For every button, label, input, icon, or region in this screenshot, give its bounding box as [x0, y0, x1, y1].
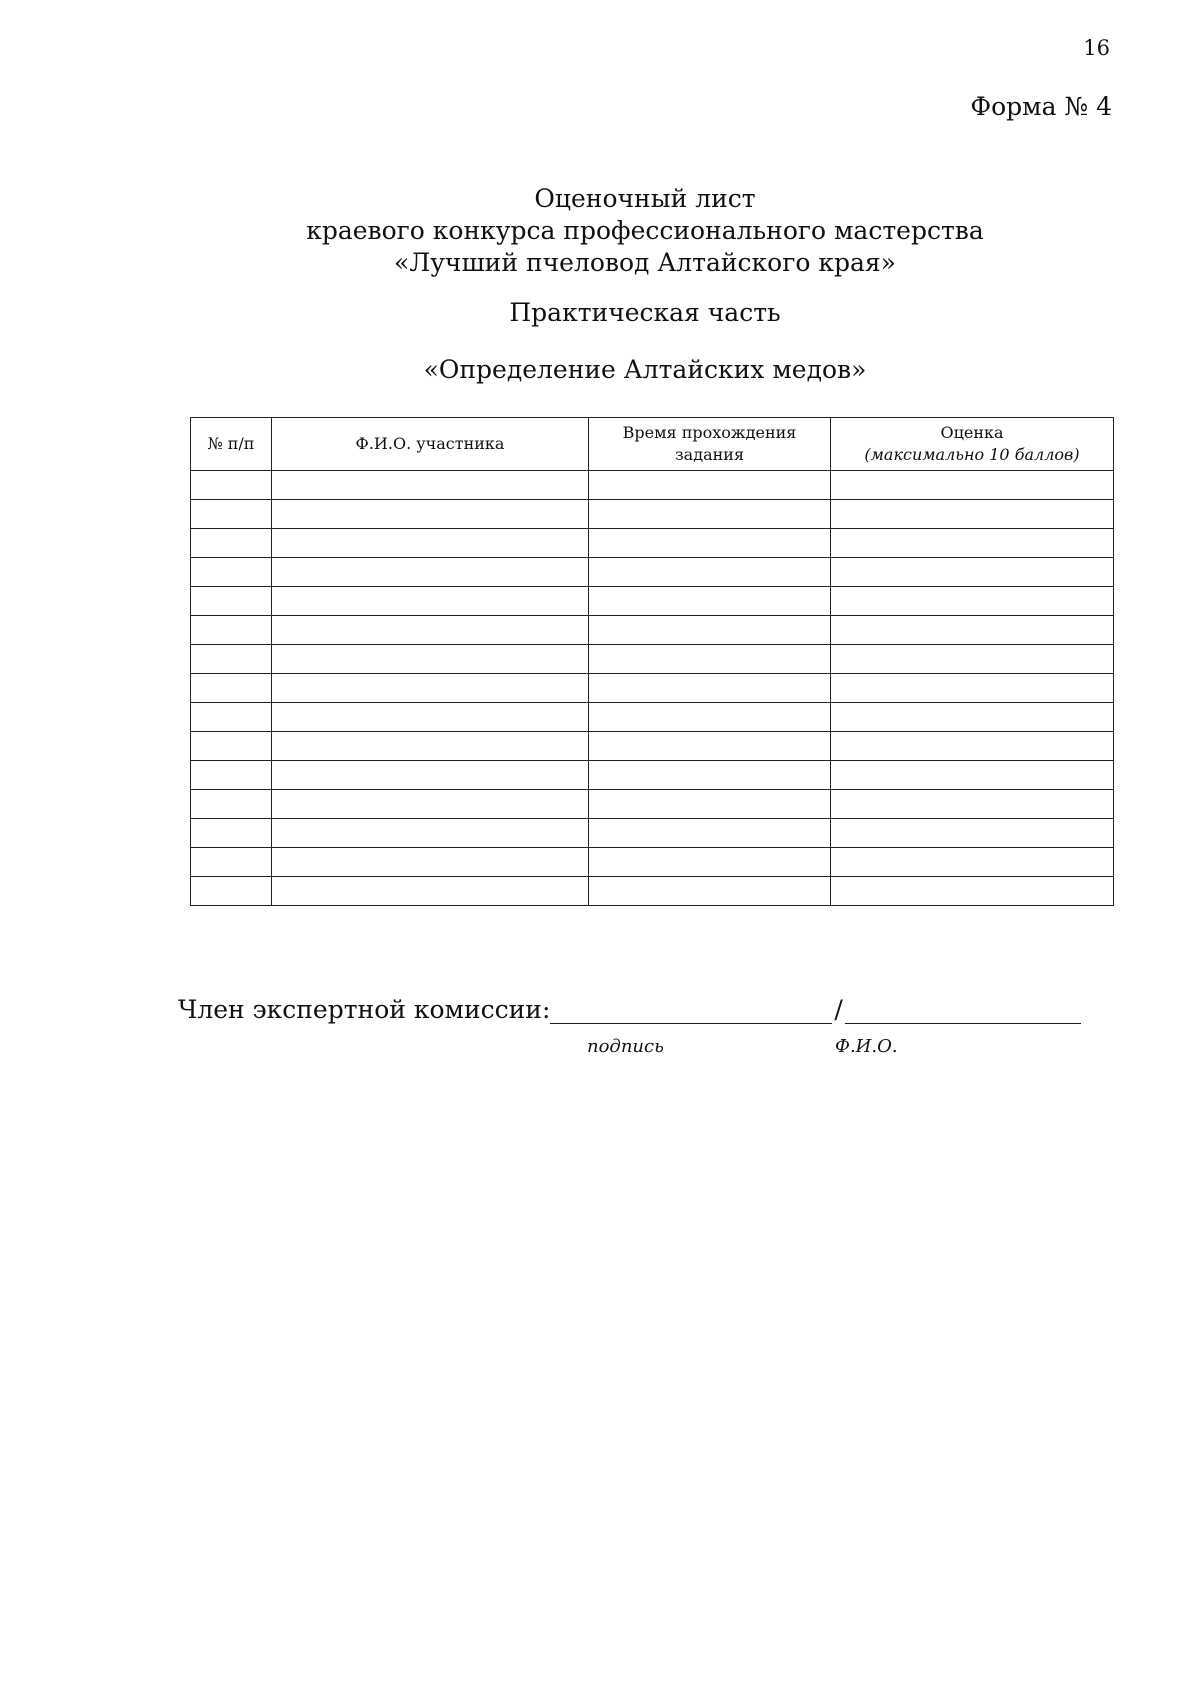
signature-separator: / — [834, 995, 843, 1024]
cell-score[interactable] — [831, 732, 1114, 761]
cell-name[interactable] — [272, 848, 589, 877]
table-row — [191, 877, 1114, 906]
table-row — [191, 790, 1114, 819]
cell-time[interactable] — [589, 587, 831, 616]
header-time-line-1: Время прохождения — [622, 423, 797, 442]
cell-name[interactable] — [272, 732, 589, 761]
header-name: Ф.И.О. участника — [272, 418, 589, 471]
section-heading: Практическая часть — [509, 298, 781, 327]
cell-number[interactable] — [191, 877, 272, 906]
fio-caption: Ф.И.О. — [835, 1036, 898, 1057]
cell-score[interactable] — [831, 558, 1114, 587]
header-score — [831, 418, 1114, 471]
cell-number[interactable] — [191, 471, 272, 500]
table-row — [191, 529, 1114, 558]
cell-score[interactable] — [831, 761, 1114, 790]
cell-score[interactable] — [831, 587, 1114, 616]
table-header-row — [191, 418, 1114, 471]
signature-label: Член экспертной комиссии: — [178, 995, 551, 1024]
title-line-1: Оценочный лист — [534, 184, 756, 213]
table-row — [191, 471, 1114, 500]
cell-number[interactable] — [191, 500, 272, 529]
cell-score[interactable] — [831, 500, 1114, 529]
cell-name[interactable] — [272, 616, 589, 645]
document-title — [0, 183, 1200, 279]
title-line-3: «Лучший пчеловод Алтайского края» — [394, 248, 896, 277]
cell-name[interactable] — [272, 500, 589, 529]
table-row — [191, 732, 1114, 761]
cell-score[interactable] — [831, 674, 1114, 703]
table-row — [191, 819, 1114, 848]
cell-time[interactable] — [589, 790, 831, 819]
cell-number[interactable] — [191, 761, 272, 790]
cell-time[interactable] — [589, 616, 831, 645]
signature-blank[interactable] — [550, 997, 832, 1024]
table-body — [191, 471, 1114, 906]
cell-number[interactable] — [191, 790, 272, 819]
cell-time[interactable] — [589, 645, 831, 674]
cell-name[interactable] — [272, 529, 589, 558]
cell-name[interactable] — [272, 761, 589, 790]
cell-number[interactable] — [191, 848, 272, 877]
cell-score[interactable] — [831, 819, 1114, 848]
cell-name[interactable] — [272, 558, 589, 587]
evaluation-table — [190, 417, 1114, 906]
cell-time[interactable] — [589, 877, 831, 906]
cell-number[interactable] — [191, 616, 272, 645]
signature-caption: подпись — [587, 1036, 664, 1057]
cell-number[interactable] — [191, 703, 272, 732]
cell-number[interactable] — [191, 529, 272, 558]
cell-time[interactable] — [589, 558, 831, 587]
cell-name[interactable] — [272, 674, 589, 703]
header-time — [589, 418, 831, 471]
table-row — [191, 558, 1114, 587]
cell-score[interactable] — [831, 790, 1114, 819]
header-score-line-1: Оценка — [940, 423, 1004, 442]
cell-time[interactable] — [589, 819, 831, 848]
cell-time[interactable] — [589, 703, 831, 732]
cell-number[interactable] — [191, 674, 272, 703]
cell-number[interactable] — [191, 558, 272, 587]
header-number: № п/п — [191, 418, 272, 471]
table-row — [191, 848, 1114, 877]
fio-blank[interactable] — [845, 997, 1081, 1024]
table-row — [191, 645, 1114, 674]
signature-line — [178, 995, 1081, 1024]
cell-name[interactable] — [272, 587, 589, 616]
cell-score[interactable] — [831, 877, 1114, 906]
cell-number[interactable] — [191, 819, 272, 848]
cell-score[interactable] — [831, 471, 1114, 500]
table-row — [191, 703, 1114, 732]
cell-time[interactable] — [589, 848, 831, 877]
cell-name[interactable] — [272, 877, 589, 906]
form-number: Форма № 4 — [970, 92, 1112, 121]
subject-heading: «Определение Алтайских медов» — [423, 355, 867, 384]
cell-time[interactable] — [589, 674, 831, 703]
title-line-2: краевого конкурса профессионального мастерства — [306, 216, 984, 245]
table-row — [191, 674, 1114, 703]
table-row — [191, 616, 1114, 645]
page-number: 16 — [1083, 36, 1110, 60]
cell-number[interactable] — [191, 587, 272, 616]
cell-time[interactable] — [589, 732, 831, 761]
header-score-line-2: (максимально 10 баллов) — [864, 445, 1080, 464]
cell-time[interactable] — [589, 471, 831, 500]
cell-name[interactable] — [272, 703, 589, 732]
cell-time[interactable] — [589, 500, 831, 529]
cell-score[interactable] — [831, 848, 1114, 877]
header-time-line-2: задания — [674, 445, 745, 464]
cell-number[interactable] — [191, 645, 272, 674]
cell-score[interactable] — [831, 645, 1114, 674]
cell-score[interactable] — [831, 529, 1114, 558]
table-row — [191, 761, 1114, 790]
cell-name[interactable] — [272, 790, 589, 819]
cell-name[interactable] — [272, 645, 589, 674]
cell-time[interactable] — [589, 529, 831, 558]
table-row — [191, 587, 1114, 616]
table-row — [191, 500, 1114, 529]
cell-time[interactable] — [589, 761, 831, 790]
cell-score[interactable] — [831, 616, 1114, 645]
cell-score[interactable] — [831, 703, 1114, 732]
cell-number[interactable] — [191, 732, 272, 761]
cell-name[interactable] — [272, 819, 589, 848]
cell-name[interactable] — [272, 471, 589, 500]
